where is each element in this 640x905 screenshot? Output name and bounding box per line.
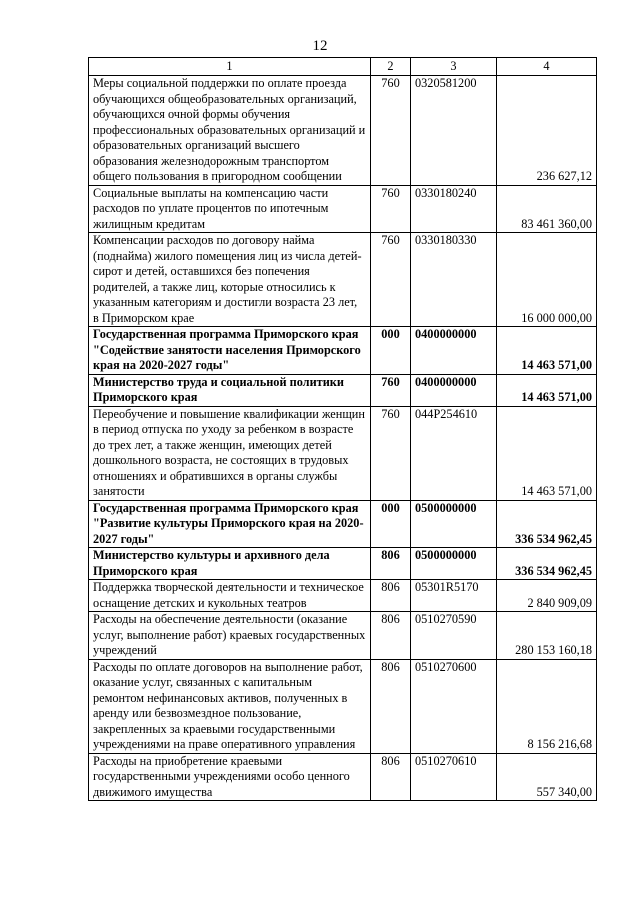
row-name-cell: Переобучение и повышение квалификации женщин в период отпуска по уходу за ребенком в возрасте до трех лет, а также женщин, имеющих детей дошкольного возраста, не состоящих в трудовых отношениях и обратившихся в органы службы занятости bbox=[89, 406, 371, 500]
row-name-cell: Социальные выплаты на компенсацию части расходов по уплате процентов по ипотечным жилищным кредитам bbox=[89, 185, 371, 233]
row-code-cell: 760 bbox=[371, 233, 411, 327]
row-amount-cell: 336 534 962,45 bbox=[497, 500, 597, 548]
row-name-cell: Министерство труда и социальной политики Приморского края bbox=[89, 374, 371, 406]
header-col-3: 3 bbox=[411, 58, 497, 76]
row-target-code-cell: 0510270610 bbox=[411, 753, 497, 801]
row-amount-cell: 14 463 571,00 bbox=[497, 327, 597, 375]
row-code-cell: 000 bbox=[371, 500, 411, 548]
row-target-code-cell: 0320581200 bbox=[411, 76, 497, 186]
budget-table-body bbox=[89, 58, 597, 801]
header-col-4: 4 bbox=[497, 58, 597, 76]
row-target-code-cell: 0400000000 bbox=[411, 327, 497, 375]
row-code-cell: 806 bbox=[371, 753, 411, 801]
row-name-cell: Министерство культуры и архивного дела Приморского края bbox=[89, 548, 371, 580]
row-target-code-cell: 0330180330 bbox=[411, 233, 497, 327]
table-row bbox=[89, 500, 597, 548]
table-row bbox=[89, 327, 597, 375]
table-row bbox=[89, 548, 597, 580]
table-row bbox=[89, 612, 597, 660]
row-amount-cell: 83 461 360,00 bbox=[497, 185, 597, 233]
row-code-cell: 760 bbox=[371, 374, 411, 406]
row-target-code-cell: 0510270600 bbox=[411, 659, 497, 753]
row-amount-cell: 14 463 571,00 bbox=[497, 406, 597, 500]
table-row bbox=[89, 185, 597, 233]
row-target-code-cell: 0510270590 bbox=[411, 612, 497, 660]
row-name-cell: Государственная программа Приморского края "Содействие занятости населения Приморского края на 2020-2027 годы" bbox=[89, 327, 371, 375]
row-target-code-cell: 0500000000 bbox=[411, 500, 497, 548]
row-name-cell: Расходы по оплате договоров на выполнение работ, оказание услуг, связанных с капитальным ремонтом нефинансовых активов, полученных в аренду или безвозмездное пользование, закрепленных за краевыми государственными учреждениями на праве оперативного управления bbox=[89, 659, 371, 753]
header-row bbox=[89, 58, 597, 76]
table-row bbox=[89, 76, 597, 186]
table-row bbox=[89, 406, 597, 500]
row-amount-cell: 8 156 216,68 bbox=[497, 659, 597, 753]
row-code-cell: 000 bbox=[371, 327, 411, 375]
row-target-code-cell: 0500000000 bbox=[411, 548, 497, 580]
row-amount-cell: 16 000 000,00 bbox=[497, 233, 597, 327]
row-code-cell: 806 bbox=[371, 548, 411, 580]
row-target-code-cell: 044P254610 bbox=[411, 406, 497, 500]
row-code-cell: 760 bbox=[371, 76, 411, 186]
row-amount-cell: 336 534 962,45 bbox=[497, 548, 597, 580]
row-name-cell: Расходы на обеспечение деятельности (оказание услуг, выполнение работ) краевых государственных учреждений bbox=[89, 612, 371, 660]
row-name-cell: Государственная программа Приморского края "Развитие культуры Приморского края на 2020-2027 годы" bbox=[89, 500, 371, 548]
row-amount-cell: 236 627,12 bbox=[497, 76, 597, 186]
row-name-cell: Поддержка творческой деятельности и техническое оснащение детских и кукольных театров bbox=[89, 580, 371, 612]
row-code-cell: 806 bbox=[371, 612, 411, 660]
row-amount-cell: 2 840 909,09 bbox=[497, 580, 597, 612]
row-target-code-cell: 0330180240 bbox=[411, 185, 497, 233]
table-row bbox=[89, 374, 597, 406]
header-col-1: 1 bbox=[89, 58, 371, 76]
row-code-cell: 760 bbox=[371, 406, 411, 500]
row-amount-cell: 280 153 160,18 bbox=[497, 612, 597, 660]
row-name-cell: Расходы на приобретение краевыми государственными учреждениями особо ценного движимого имущества bbox=[89, 753, 371, 801]
header-col-2: 2 bbox=[371, 58, 411, 76]
table-row bbox=[89, 659, 597, 753]
row-code-cell: 806 bbox=[371, 580, 411, 612]
table-row bbox=[89, 580, 597, 612]
row-amount-cell: 557 340,00 bbox=[497, 753, 597, 801]
table-row bbox=[89, 753, 597, 801]
row-name-cell: Меры социальной поддержки по оплате проезда обучающихся общеобразовательных организаций, обучающихся очной формы обучения профессиональных образовательных организаций и образовательных организаций высшего образования железнодорожным транспортом общего пользования в пригородном сообщении bbox=[89, 76, 371, 186]
budget-table bbox=[88, 57, 597, 801]
row-target-code-cell: 05301R5170 bbox=[411, 580, 497, 612]
row-amount-cell: 14 463 571,00 bbox=[497, 374, 597, 406]
row-code-cell: 806 bbox=[371, 659, 411, 753]
table-row bbox=[89, 233, 597, 327]
row-name-cell: Компенсации расходов по договору найма (поднайма) жилого помещения лиц из числа детей-сирот и детей, оставшихся без попечения родителей, а также лиц, которые относились к указанным категориям и достигли возраста 23 лет, в Приморском крае bbox=[89, 233, 371, 327]
row-target-code-cell: 0400000000 bbox=[411, 374, 497, 406]
page-number: 12 bbox=[312, 38, 328, 54]
row-code-cell: 760 bbox=[371, 185, 411, 233]
